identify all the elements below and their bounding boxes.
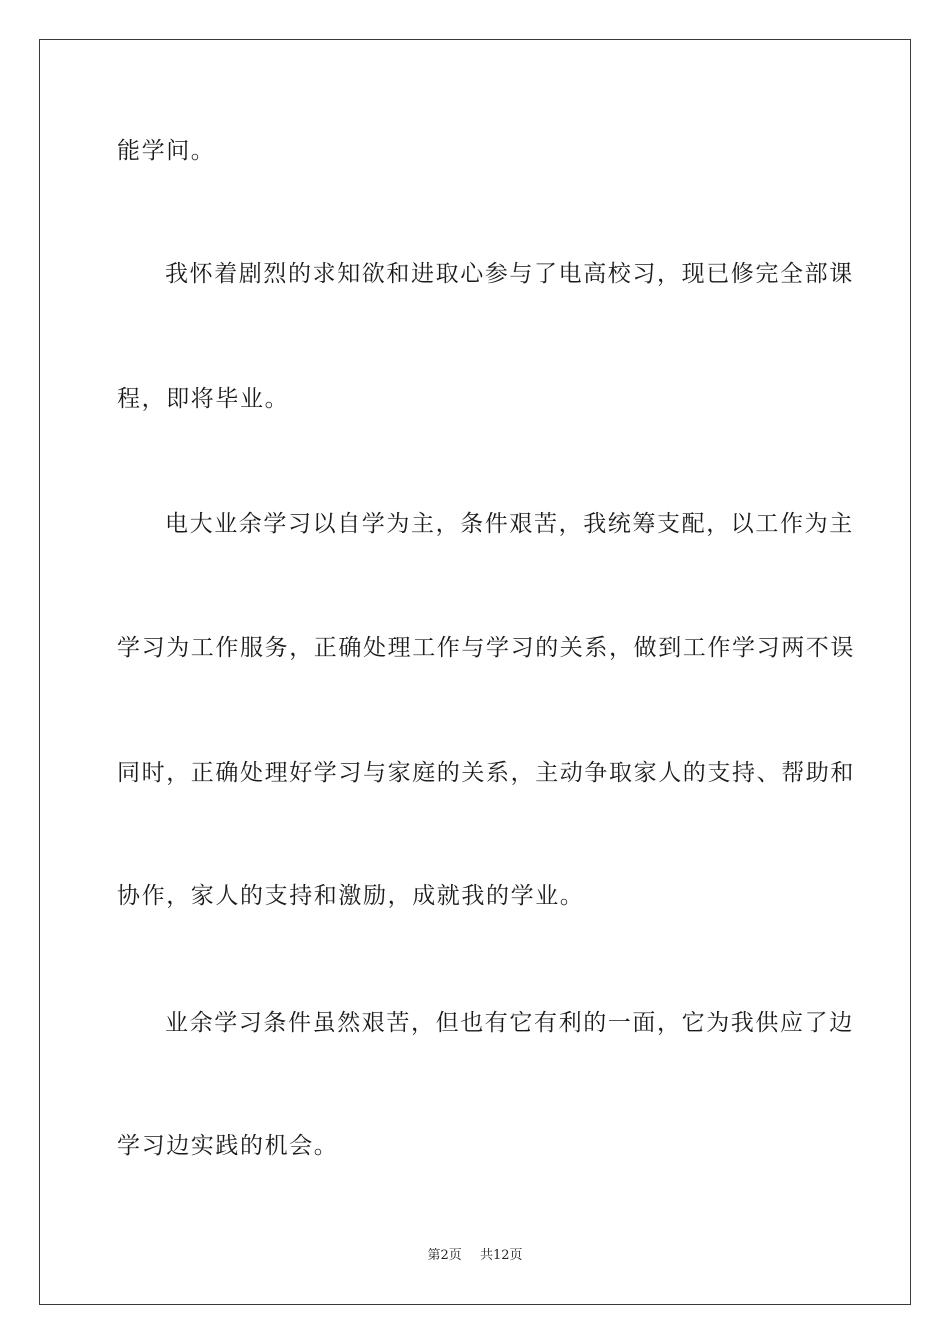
text-line: 同时，正确处理好学习与家庭的关系，主动争取家人的支持、帮助和 bbox=[117, 760, 855, 786]
paragraph-first-line: 我怀着剧烈的求知欲和进取心参与了电高校习，现已修完全部课 bbox=[165, 261, 854, 287]
text-line: 学习边实践的机会。 bbox=[117, 1133, 339, 1159]
paragraph-first-line: 业余学习条件虽然艰苦，但也有它有利的一面，它为我供应了边 bbox=[165, 1010, 854, 1036]
page-border bbox=[39, 39, 911, 1305]
text-line: 能学问。 bbox=[117, 138, 216, 164]
text-line: 协作，家人的支持和激励，成就我的学业。 bbox=[117, 883, 585, 909]
paragraph-first-line: 电大业余学习以自学为主，条件艰苦，我统筹支配，以工作为主 bbox=[165, 511, 854, 537]
page-total: 共12页 bbox=[479, 1248, 523, 1263]
text-line: 程，即将毕业。 bbox=[117, 386, 290, 412]
page-footer bbox=[0, 1248, 950, 1264]
text-line: 学习为工作服务，正确处理工作与学习的关系，做到工作学习两不误 bbox=[117, 635, 855, 661]
page-number: 第2页 bbox=[427, 1248, 462, 1263]
